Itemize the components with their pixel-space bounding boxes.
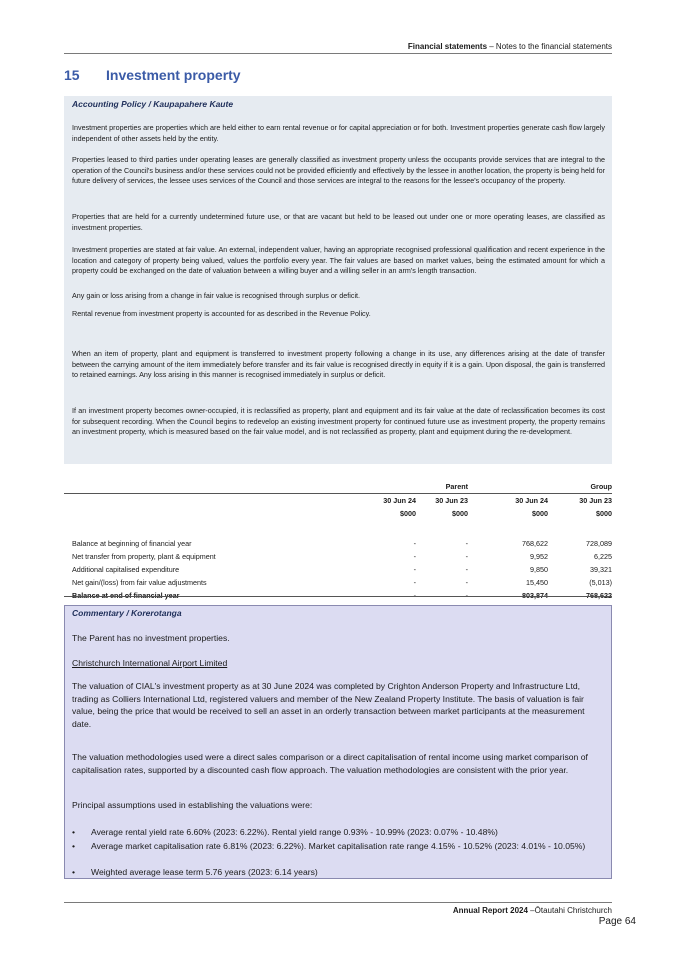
page-number: Page 64	[598, 916, 636, 927]
table-row	[64, 576, 612, 589]
column-header: 30 Jun 24	[515, 496, 548, 505]
unit-header: $000	[452, 509, 468, 518]
cell: -	[413, 539, 416, 548]
cell: 768,622	[586, 591, 612, 600]
cell: (5,013)	[589, 578, 612, 587]
cell: 15,450	[526, 578, 548, 587]
running-header	[408, 42, 612, 51]
section-title: Investment property	[106, 67, 241, 83]
policy-paragraph: Investment properties are stated at fair value. An external, independent valuer, having an appropriate recognised professional qualification and recent experience in the location and category of property being valued, values the portfolio every year. The fair values are based on market values, being the estimated amount for which a property could be exchanged on the date of valuation between a willing buyer and a willing seller in an arm's length transaction.	[72, 245, 605, 276]
bullet-icon: •	[72, 827, 76, 837]
commentary-title: Commentary / Korerotanga	[72, 608, 182, 618]
running-footer-bold: Annual Report 2024	[452, 906, 528, 915]
cell: -	[465, 565, 468, 574]
table-row	[64, 550, 612, 563]
cell: -	[465, 578, 468, 587]
row-label: Balance at beginning of financial year	[72, 539, 192, 548]
header-divider	[64, 53, 612, 54]
row-label: Net transfer from property, plant & equipment	[72, 552, 216, 561]
cell: 803,874	[522, 591, 548, 600]
bullet-text: Average market capitalisation rate 6.81% (2023: 6.22%). Market capitalisation rate range 4.15% - 10.52% (2023: 4.01% - 10.05%)	[91, 841, 586, 851]
cell: 9,952	[530, 552, 548, 561]
table-row	[64, 537, 612, 550]
cell: 39,321	[590, 565, 612, 574]
table-bottom-rule	[64, 596, 612, 597]
running-header-bold: Financial statements	[407, 42, 488, 51]
table-row	[64, 563, 612, 576]
unit-header: $000	[400, 509, 416, 518]
running-footer-rest: –Ōtautahi Christchurch	[527, 906, 612, 915]
cell: -	[465, 591, 468, 600]
footer-divider	[64, 902, 612, 903]
cell: -	[413, 552, 416, 561]
running-header-rest: – Notes to the financial statements	[487, 42, 612, 51]
group-group-header: Group	[490, 480, 612, 494]
cell: -	[413, 578, 416, 587]
row-label: Net gain/(loss) from fair value adjustments	[72, 578, 207, 587]
commentary-paragraph: The valuation methodologies used were a direct sales comparison or a direct capitalisation of rental income using market comparison of capitalisation rates, supported by a discounted cash flow approach. The valuation methodologies are consistent with the prior year.	[72, 752, 588, 775]
cell: 728,089	[586, 539, 612, 548]
row-label: Additional capitalised expenditure	[72, 565, 180, 574]
commentary-intro: The Parent has no investment properties.	[72, 633, 230, 643]
commentary-subheading: Christchurch International Airport Limited	[72, 658, 228, 668]
bullet-text: Weighted average lease term 5.76 years (2023: 6.14 years)	[91, 867, 318, 877]
policy-paragraph: Rental revenue from investment property is accounted for as described in the Revenue Policy.	[72, 309, 371, 318]
table-group-header-row	[64, 480, 612, 494]
parent-group-header: Parent	[364, 480, 468, 494]
table-date-header-row	[64, 494, 612, 508]
column-header: 30 Jun 23	[579, 496, 612, 505]
investment-property-table	[64, 480, 612, 602]
section-number: 15	[64, 67, 80, 83]
section-heading	[64, 67, 241, 83]
bullet-icon: •	[72, 867, 76, 877]
cell: -	[465, 539, 468, 548]
bullet-text: Average rental yield rate 6.60% (2023: 6.22%). Rental yield range 0.93% - 10.99% (2023: 0.07% - 10.48%)	[91, 827, 498, 837]
commentary-paragraph: Principal assumptions used in establishing the valuations were:	[72, 800, 313, 810]
table-spacer-row	[64, 520, 612, 537]
policy-paragraph: When an item of property, plant and equipment is transferred to investment property following a change in its use, any differences arising at the date of transfer between the carrying amount of the item immediately before transfer and its fair value is recognised directly in equity if it is a gain. Upon disposal, the gain is transferred to retained earnings. Any loss arising in this manner is recognised immediately in surplus or deficit.	[72, 349, 605, 380]
policy-paragraph: Properties leased to third parties under operating leases are generally classified as investment property unless the occupants provide services that are integral to the operation of the Council's business and/or these services could not be provided efficiently and effectively by the lessee in another location, the property is being held for future delivery of services, the lessee uses services of the Council and those services are integral to the reasons for the lessee's occupancy of the property.	[72, 155, 605, 186]
cell: 6,225	[594, 552, 612, 561]
column-header: 30 Jun 23	[435, 496, 468, 505]
running-footer	[453, 906, 612, 915]
bullet-icon: •	[72, 841, 76, 851]
policy-title: Accounting Policy / Kaupapahere Kaute	[72, 99, 234, 109]
table-unit-header-row	[64, 507, 612, 520]
cell: -	[413, 591, 416, 600]
column-header: 30 Jun 24	[383, 496, 416, 505]
unit-header: $000	[596, 509, 612, 518]
row-label: Balance at end of financial year	[72, 591, 180, 600]
policy-paragraph: Investment properties are properties which are held either to earn rental revenue or for capital appreciation or for both. Investment properties generate cash flow largely independent of other assets held by the entity.	[72, 123, 605, 143]
commentary-paragraph: The valuation of CIAL's investment property as at 30 June 2024 was completed by Crighton Anderson Property and Infrastructure Ltd, trading as Colliers International Ltd, registered valuers and member of the New Zealand Property Institute. The basis of valuation is fair value, being the price that would be received to sell an asset in an orderly transaction between market participants at the measurement date.	[72, 681, 585, 729]
policy-paragraph: Any gain or loss arising from a change in fair value is recognised through surplus or deficit.	[72, 291, 361, 300]
cell: -	[413, 565, 416, 574]
unit-header: $000	[532, 509, 548, 518]
policy-paragraph: Properties that are held for a currently undetermined future use, or that are vacant but held to be leased out under one or more operating leases, are classified as investment properties.	[72, 212, 605, 232]
cell: 9,850	[530, 565, 548, 574]
cell: -	[465, 552, 468, 561]
cell: 768,622	[522, 539, 548, 548]
policy-paragraph: If an investment property becomes owner-occupied, it is reclassified as property, plant and equipment and its fair value at the date of reclassification becomes its cost for subsequent recording. When the Council begins to redevelop an existing investment property for continued future use as investment property, the property remains an investment property, which is measured based on the fair value model, and is not reclassified as property, plant and equipment during the re-development.	[72, 406, 605, 437]
